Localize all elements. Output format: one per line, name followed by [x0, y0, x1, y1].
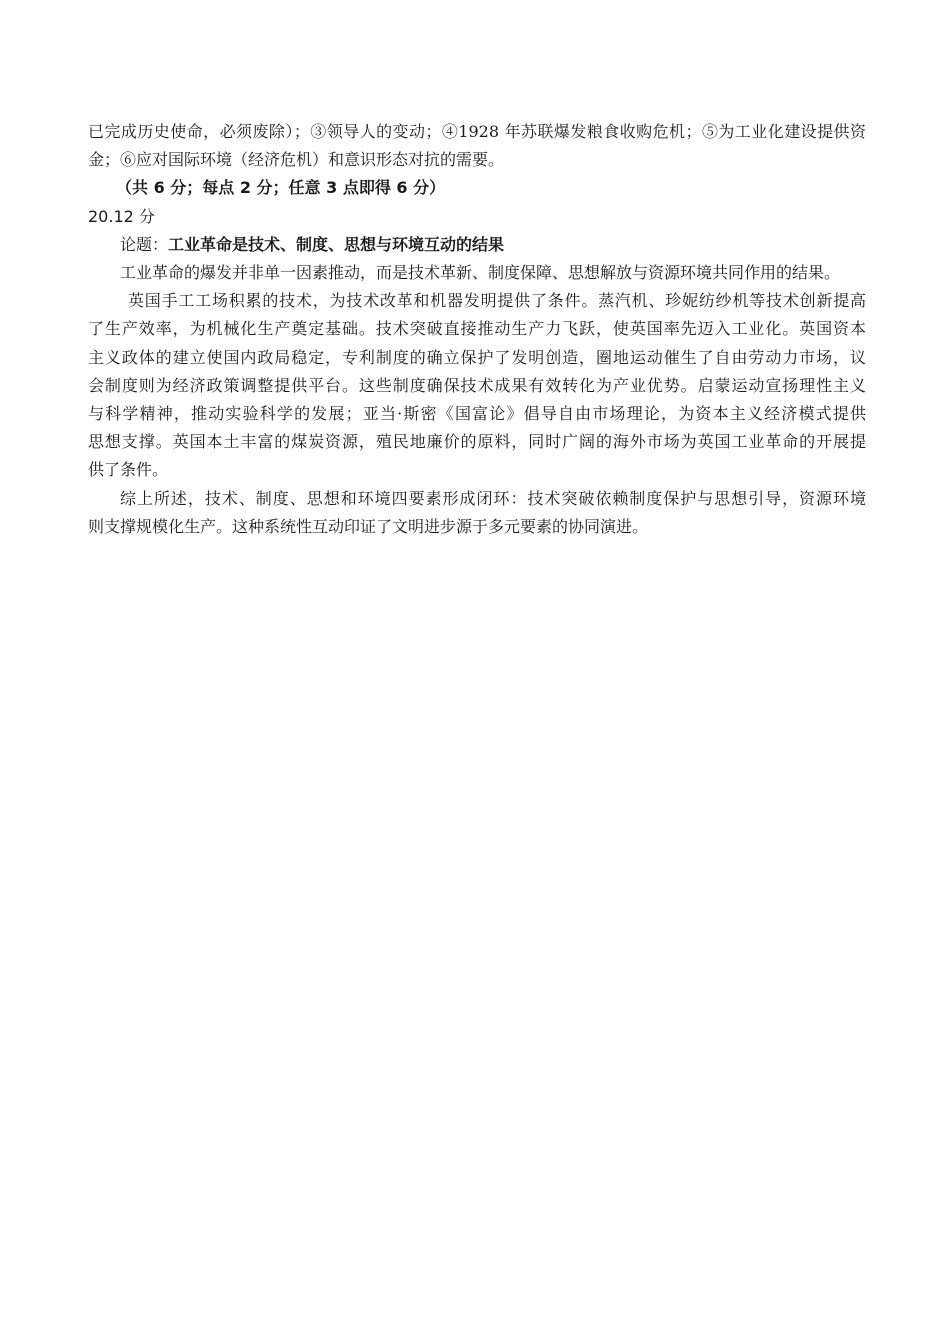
intro-paragraph: 工业革命的爆发并非单一因素推动，而是技术革新、制度保障、思想解放与资源环境共同作用的结果。	[120, 263, 841, 283]
prev-answer-line-2: 金；⑥应对国际环境（经济危机）和意识形态对抗的需要。	[88, 150, 505, 170]
thesis-line	[88, 231, 866, 259]
body-line-3: 主义政体的建立使国内政局稳定，专利制度的确立保护了发明创造，圈地运动催生了自由劳动力市场，议	[88, 347, 866, 367]
thesis-title: 工业革命是技术、制度、思想与环境互动的结果	[168, 234, 505, 254]
thesis-label: 论题：	[120, 234, 169, 254]
body-line-5: 与科学精神，推动实验科学的发展；亚当·斯密《国富论》倡导自由市场理论，为资本主义经济模式提供	[88, 404, 866, 424]
conclusion-line-1: 综上所述，技术、制度、思想和环境四要素形成闭环：技术突破依赖制度保护与思想引导，资源环境	[120, 488, 866, 508]
body-line-2: 了生产效率，为机械化生产奠定基础。技术突破直接推动生产力飞跃，使英国率先迈入工业化。英国资本	[88, 319, 866, 339]
question-number: 20.12 分	[88, 206, 155, 226]
conclusion-line-2: 则支撑规模化生产。这种系统性互动印证了文明进步源于多元要素的协同演进。	[88, 516, 649, 536]
body-line-6: 思想支撑。英国本土丰富的煤炭资源，殖民地廉价的原料，同时广阔的海外市场为英国工业革命的开展提	[88, 432, 866, 452]
body-line-1: 英国手工工场积累的技术，为技术改革和机器发明提供了条件。蒸汽机、珍妮纺纱机等技术创新提高	[128, 291, 866, 311]
document-page	[88, 118, 866, 541]
body-line-7: 供了条件。	[88, 460, 169, 480]
prev-answer-line-1: 已完成历史使命，必须废除）；③领导人的变动；④1928 年苏联爆发粮食收购危机；⑤为工业化建设提供资	[88, 122, 866, 141]
score-note: （共 6 分；每点 2 分；任意 3 点即得 6 分）	[116, 178, 446, 198]
body-line-4: 会制度则为经济政策调整提供平台。这些制度确保技术成果有效转化为产业优势。启蒙运动宣扬理性主义	[88, 375, 866, 395]
